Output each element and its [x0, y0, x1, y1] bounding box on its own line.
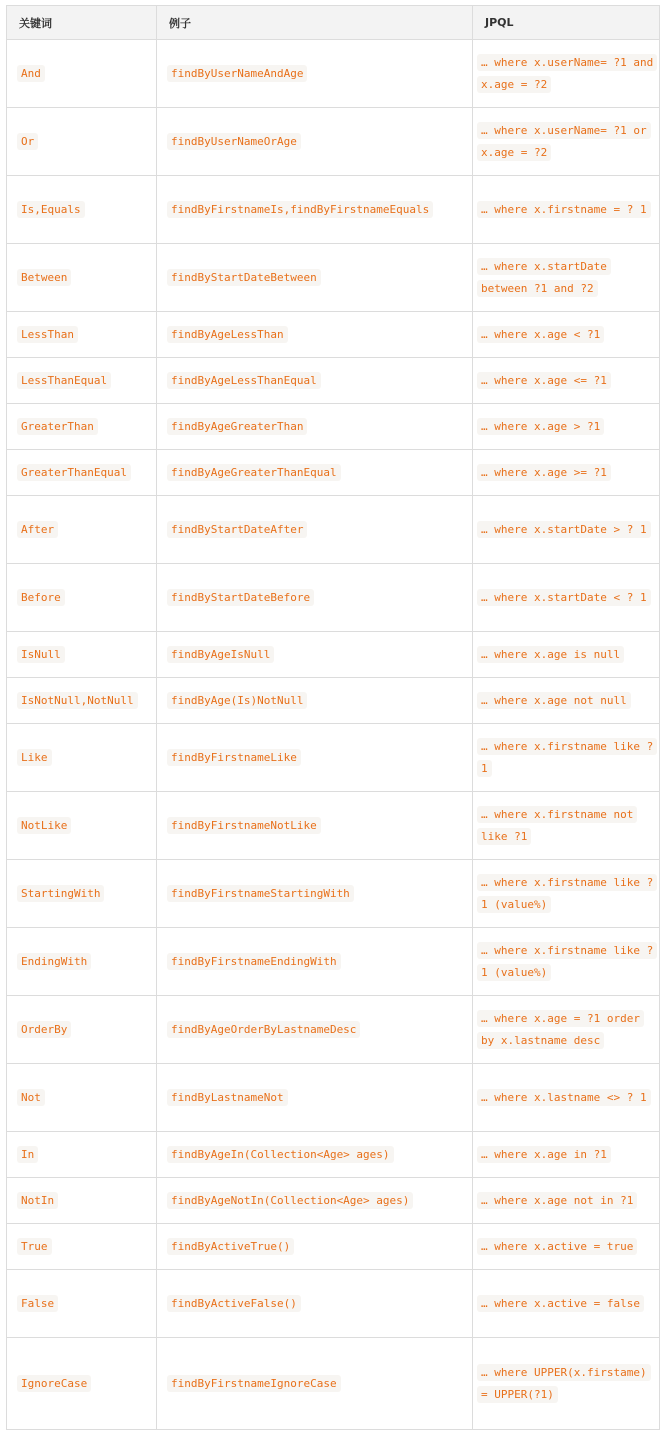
jpql-cell-code: … where x.firstname like ?1 (value%) [477, 942, 657, 981]
keyword-cell [7, 312, 157, 358]
table-row [7, 404, 660, 450]
keyword-cell-code: Not [17, 1089, 45, 1106]
jpql-cell [473, 564, 660, 632]
keyword-cell-code: True [17, 1238, 52, 1255]
keyword-cell [7, 1224, 157, 1270]
keyword-cell-code: IgnoreCase [17, 1375, 91, 1392]
keyword-cell-code: In [17, 1146, 38, 1163]
jpql-cell [473, 108, 660, 176]
keyword-cell [7, 1178, 157, 1224]
jpql-cell [473, 996, 660, 1064]
example-cell-code: findByUserNameOrAge [167, 133, 301, 150]
keyword-cell [7, 496, 157, 564]
keyword-cell [7, 1064, 157, 1132]
example-cell-code: findByFirstnameNotLike [167, 817, 321, 834]
table-row [7, 678, 660, 724]
keyword-cell-code: NotLike [17, 817, 71, 834]
example-cell-code: findByStartDateBefore [167, 589, 314, 606]
jpql-cell [473, 176, 660, 244]
jpql-cell [473, 312, 660, 358]
keyword-cell-code: StartingWith [17, 885, 104, 902]
header-jpql: JPQL [473, 6, 660, 40]
example-cell-code: findByAgeLessThanEqual [167, 372, 321, 389]
keyword-cell [7, 564, 157, 632]
table-row [7, 358, 660, 404]
jpql-cell [473, 496, 660, 564]
example-cell [157, 358, 473, 404]
keyword-cell-code: LessThanEqual [17, 372, 111, 389]
table-header-row [7, 6, 660, 40]
keyword-cell [7, 404, 157, 450]
example-cell [157, 450, 473, 496]
keyword-cell-code: Before [17, 589, 65, 606]
example-cell-code: findByUserNameAndAge [167, 65, 307, 82]
keyword-cell-code: Like [17, 749, 52, 766]
jpql-cell [473, 792, 660, 860]
example-cell [157, 1178, 473, 1224]
jpql-cell-code: … where x.userName= ?1 and x.age = ?2 [477, 54, 657, 93]
example-cell [157, 1338, 473, 1430]
jpql-cell [473, 404, 660, 450]
header-example: 例子 [157, 6, 473, 40]
table-row [7, 108, 660, 176]
jpql-cell-code: … where x.age < ?1 [477, 326, 604, 343]
jpql-cell-code: … where x.age is null [477, 646, 624, 663]
example-cell [157, 244, 473, 312]
table-row [7, 1178, 660, 1224]
example-cell-code: findByActiveFalse() [167, 1295, 301, 1312]
keyword-cell [7, 860, 157, 928]
keyword-cell [7, 40, 157, 108]
table-row [7, 312, 660, 358]
example-cell [157, 996, 473, 1064]
keyword-cell [7, 996, 157, 1064]
example-cell-code: findByAgeGreaterThan [167, 418, 307, 435]
table-row [7, 996, 660, 1064]
example-cell [157, 404, 473, 450]
keyword-cell-code: False [17, 1295, 58, 1312]
example-cell-code: findByAgeLessThan [167, 326, 288, 343]
keyword-cell [7, 176, 157, 244]
keyword-cell [7, 1338, 157, 1430]
example-cell-code: findByFirstnameLike [167, 749, 301, 766]
example-cell [157, 632, 473, 678]
keyword-cell-code: And [17, 65, 45, 82]
keyword-cell-code: IsNotNull,NotNull [17, 692, 138, 709]
jpql-cell-code: … where x.firstname like ?1 (value%) [477, 874, 657, 913]
jpql-cell [473, 724, 660, 792]
table-row [7, 860, 660, 928]
table-row [7, 450, 660, 496]
example-cell-code: findByAgeGreaterThanEqual [167, 464, 341, 481]
jpql-cell [473, 450, 660, 496]
keyword-cell-code: IsNull [17, 646, 65, 663]
example-cell-code: findByStartDateBetween [167, 269, 321, 286]
keyword-cell [7, 244, 157, 312]
jpql-cell-code: … where x.age = ?1 order by x.lastname desc [477, 1010, 644, 1049]
jpql-cell [473, 358, 660, 404]
example-cell-code: findByAge(Is)NotNull [167, 692, 307, 709]
table-row [7, 1064, 660, 1132]
jpql-cell [473, 1270, 660, 1338]
example-cell-code: findByLastnameNot [167, 1089, 288, 1106]
keyword-cell [7, 792, 157, 860]
table-row [7, 1270, 660, 1338]
example-cell [157, 1224, 473, 1270]
example-cell [157, 724, 473, 792]
example-cell [157, 792, 473, 860]
jpql-cell-code: … where UPPER(x.firstame) = UPPER(?1) [477, 1364, 651, 1403]
example-cell [157, 1064, 473, 1132]
keyword-cell [7, 358, 157, 404]
example-cell [157, 678, 473, 724]
example-cell-code: findByAgeOrderByLastnameDesc [167, 1021, 360, 1038]
keyword-cell-code: GreaterThanEqual [17, 464, 131, 481]
table-row [7, 496, 660, 564]
table-row [7, 1338, 660, 1430]
keyword-cell-code: LessThan [17, 326, 78, 343]
jpql-cell-code: … where x.startDate between ?1 and ?2 [477, 258, 611, 297]
keyword-cell [7, 450, 157, 496]
keyword-cell [7, 108, 157, 176]
example-cell-code: findByFirstnameEndingWith [167, 953, 341, 970]
jpql-cell-code: … where x.age not in ?1 [477, 1192, 637, 1209]
keyword-cell-code: EndingWith [17, 953, 91, 970]
example-cell [157, 928, 473, 996]
jpql-cell-code: … where x.age >= ?1 [477, 464, 611, 481]
example-cell-code: findByStartDateAfter [167, 521, 307, 538]
jpql-cell [473, 860, 660, 928]
jpql-cell-code: … where x.userName= ?1 or x.age = ?2 [477, 122, 651, 161]
header-keyword: 关键词 [7, 6, 157, 40]
example-cell-code: findByFirstnameStartingWith [167, 885, 354, 902]
keyword-cell-code: After [17, 521, 58, 538]
jpql-cell-code: … where x.age <= ?1 [477, 372, 611, 389]
example-cell-code: findByAgeNotIn(Collection<Age> ages) [167, 1192, 413, 1209]
jpql-cell [473, 40, 660, 108]
example-cell [157, 496, 473, 564]
jpql-cell-code: … where x.lastname <> ? 1 [477, 1089, 651, 1106]
example-cell [157, 312, 473, 358]
keyword-cell [7, 632, 157, 678]
table-row [7, 724, 660, 792]
keyword-cell-code: Or [17, 133, 38, 150]
example-cell-code: findByFirstnameIs,findByFirstnameEquals [167, 201, 433, 218]
keyword-cell [7, 1270, 157, 1338]
jpql-cell [473, 1224, 660, 1270]
jpql-cell [473, 632, 660, 678]
example-cell [157, 1270, 473, 1338]
table-row [7, 564, 660, 632]
jpql-cell [473, 1178, 660, 1224]
jpql-cell [473, 1338, 660, 1430]
example-cell-code: findByAgeIn(Collection<Age> ages) [167, 1146, 394, 1163]
jpql-cell-code: … where x.age in ?1 [477, 1146, 611, 1163]
table-row [7, 244, 660, 312]
keyword-cell-code: GreaterThan [17, 418, 98, 435]
jpql-cell-code: … where x.firstname = ? 1 [477, 201, 651, 218]
table-row [7, 40, 660, 108]
example-cell-code: findByAgeIsNull [167, 646, 274, 663]
keyword-table [6, 5, 660, 1430]
jpql-cell-code: … where x.age > ?1 [477, 418, 604, 435]
table-row [7, 1224, 660, 1270]
jpql-cell [473, 678, 660, 724]
jpql-cell-code: … where x.startDate < ? 1 [477, 589, 651, 606]
table-row [7, 792, 660, 860]
table-row [7, 928, 660, 996]
table-row [7, 632, 660, 678]
jpql-cell-code: … where x.firstname like ?1 [477, 738, 657, 777]
jpql-cell-code: … where x.firstname not like ?1 [477, 806, 637, 845]
keyword-cell [7, 678, 157, 724]
example-cell-code: findByActiveTrue() [167, 1238, 294, 1255]
jpql-cell-code: … where x.active = false [477, 1295, 644, 1312]
example-cell [157, 564, 473, 632]
example-cell-code: findByFirstnameIgnoreCase [167, 1375, 341, 1392]
example-cell [157, 108, 473, 176]
keyword-cell-code: Is,Equals [17, 201, 85, 218]
table-row [7, 176, 660, 244]
keyword-cell-code: Between [17, 269, 71, 286]
example-cell [157, 40, 473, 108]
keyword-cell [7, 928, 157, 996]
keyword-cell-code: OrderBy [17, 1021, 71, 1038]
jpql-cell [473, 1064, 660, 1132]
jpql-cell-code: … where x.age not null [477, 692, 631, 709]
jpql-cell [473, 244, 660, 312]
jpql-cell-code: … where x.active = true [477, 1238, 637, 1255]
keyword-cell [7, 724, 157, 792]
example-cell [157, 860, 473, 928]
keyword-cell-code: NotIn [17, 1192, 58, 1209]
example-cell [157, 176, 473, 244]
jpql-cell-code: … where x.startDate > ? 1 [477, 521, 651, 538]
jpql-cell [473, 928, 660, 996]
